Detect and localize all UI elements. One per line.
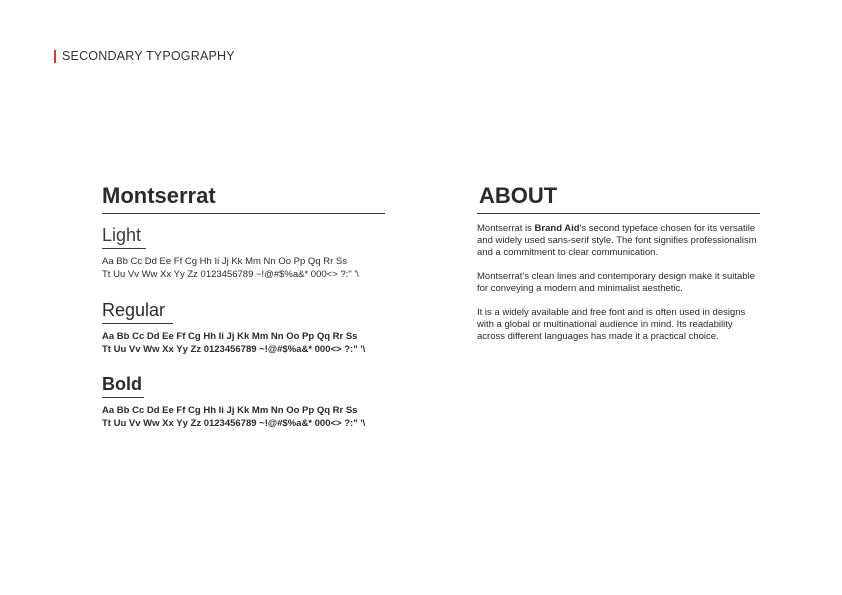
section-title: SECONDARY TYPOGRAPHY: [62, 49, 235, 63]
weight-divider-bold: [102, 397, 144, 398]
about-divider: [477, 213, 760, 214]
brand-name: Brand Aid: [534, 223, 580, 234]
weight-divider-regular: [102, 323, 173, 324]
character-set-line: Tt Uu Vv Ww Xx Yy Zz 0123456789 ~!@#$%a&* 000<> ?:" '\: [102, 343, 366, 355]
weight-name-light: Light: [102, 225, 142, 245]
weight-block-bold: [102, 373, 365, 430]
about-heading: ABOUT: [479, 183, 558, 208]
font-name-divider: [102, 213, 385, 214]
weight-name-bold: Bold: [102, 374, 142, 394]
character-set-line: Aa Bb Cc Dd Ee Ff Cg Hh Ii Jj Kk Mm Nn Oo Pp Qq Rr Ss: [102, 331, 358, 342]
accent-bar: [54, 50, 56, 63]
about-text: Montserrat is: [477, 223, 535, 234]
character-set-regular: [102, 331, 365, 356]
about-section: [477, 182, 767, 355]
about-paragraph: [477, 223, 763, 259]
weight-block-light: [102, 224, 359, 281]
weight-divider-light: [102, 248, 146, 249]
font-specimen: [102, 182, 422, 429]
about-paragraph: It is a widely available and free font and is often used in designs with a global or multinational audience in mind. Its readability across different languages has made it a practical choice.: [477, 307, 746, 342]
font-name-heading: Montserrat: [102, 183, 216, 208]
character-set-light: [102, 256, 359, 281]
character-set-line: Tt Uu Vv Ww Xx Yy Zz 0123456789 ~!@#$%a&* 000<> ?:" '\: [102, 268, 359, 280]
character-set-line: Aa Bb Cc Dd Ee Ff Cg Hh Ii Jj Kk Mm Nn Oo Pp Qq Rr Ss: [102, 405, 358, 416]
section-header: [54, 49, 235, 63]
character-set-line: Aa Bb Cc Dd Ee Ff Cg Hh Ii Jj Kk Mm Nn Oo Pp Qq Rr Ss: [102, 256, 347, 267]
weight-name-regular: Regular: [102, 300, 166, 320]
weight-block-regular: [102, 299, 365, 356]
character-set-bold: [102, 405, 365, 430]
about-text: 's second typeface chosen for its versatile and widely used sans-serif style. The font signifies professionalism and a commitment to clear communication.: [477, 223, 757, 258]
about-paragraph: Montserrat's clean lines and contemporary design make it suitable for conveying a modern and minimalist aesthetic.: [477, 271, 755, 294]
about-body: [477, 223, 763, 343]
character-set-line: Tt Uu Vv Ww Xx Yy Zz 0123456789 ~!@#$%a&* 000<> ?:" '\: [102, 417, 366, 429]
